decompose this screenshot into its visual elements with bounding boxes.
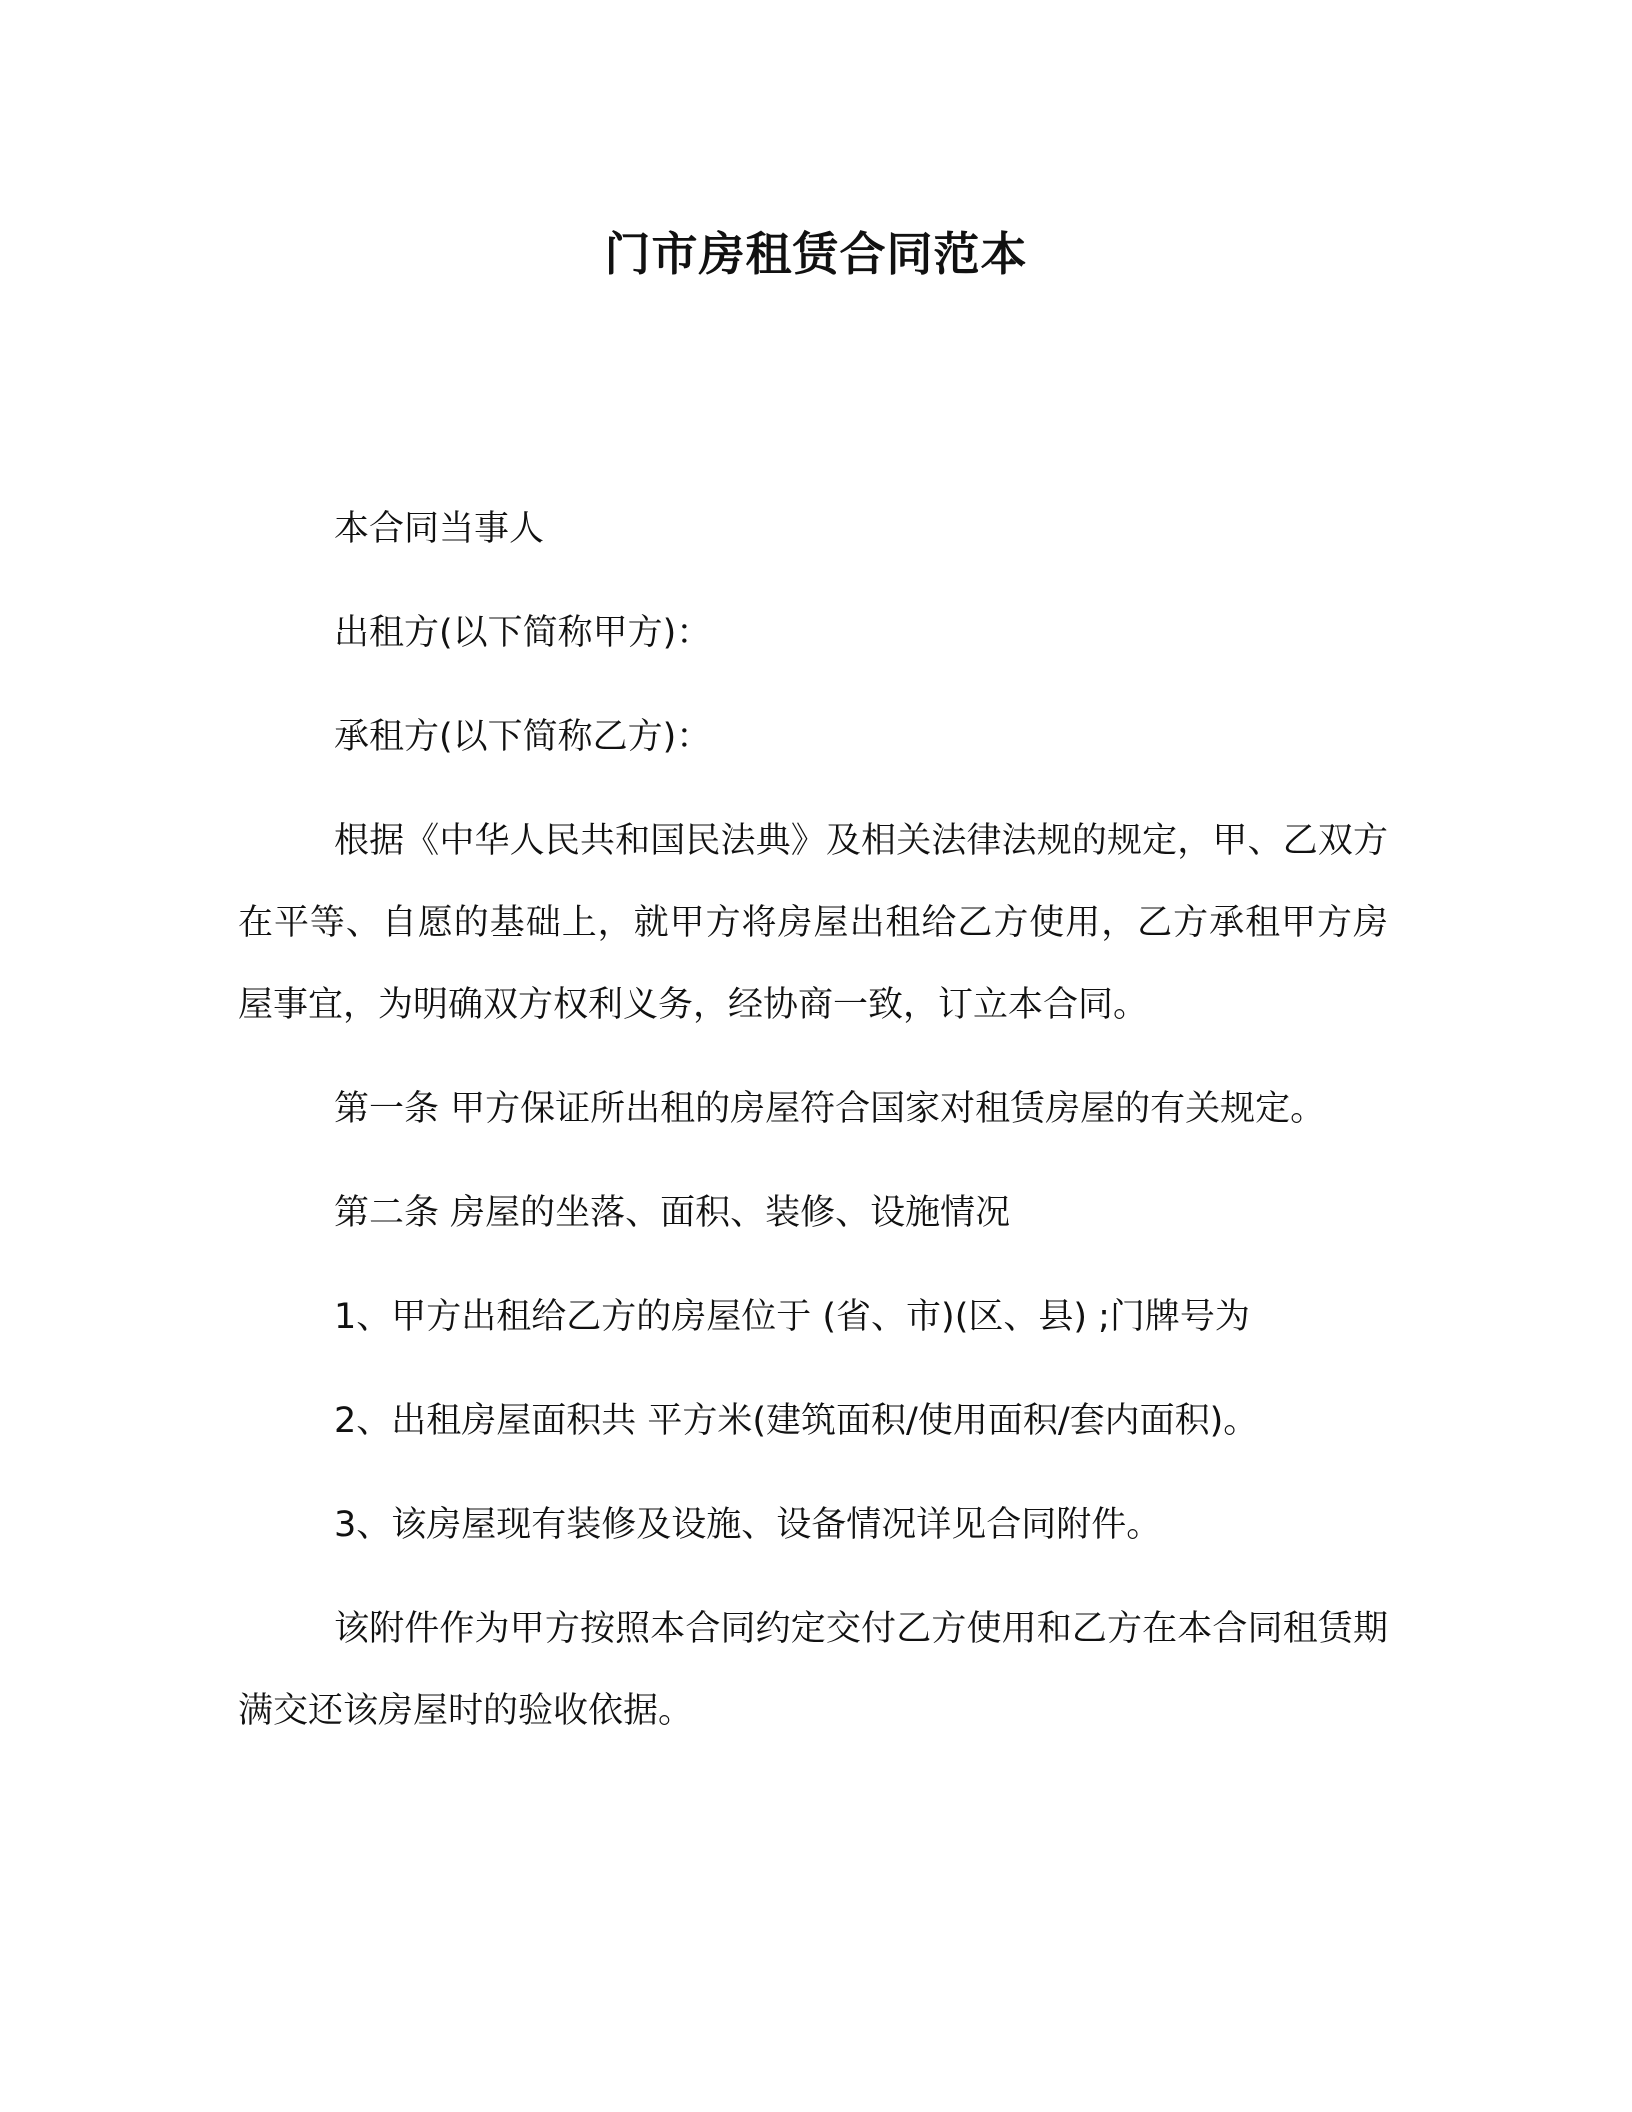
document-title: 门市房租赁合同范本 — [604, 227, 1028, 281]
paragraph-attachment-note: 该附件作为甲方按照本合同约定交付乙方使用和乙方在本合同租赁期满交还该房屋时的验收依据。 — [238, 1609, 1388, 1731]
paragraph-item-3: 3、该房屋现有装修及设施、设备情况详见合同附件。 — [334, 1505, 1162, 1545]
paragraph-parties-heading: 本合同当事人 — [334, 509, 545, 549]
document-body — [238, 488, 1388, 1774]
paragraph-lessee: 承租方(以下简称乙方)： — [334, 717, 712, 757]
paragraph-item-2: 2、出租房屋面积共 平方米(建筑面积/使用面积/套内面积)。 — [334, 1401, 1259, 1441]
paragraph-lessor: 出租方(以下简称甲方)： — [334, 613, 712, 653]
paragraph-article-2: 第二条 房屋的坐落、面积、装修、设施情况 — [334, 1193, 1011, 1233]
paragraph-item-1: 1、甲方出租给乙方的房屋位于 (省、市)(区、县) ;门牌号为 — [334, 1297, 1250, 1337]
paragraph-preamble: 根据《中华人民共和国民法典》及相关法律法规的规定，甲、乙双方在平等、自愿的基础上，就甲方将房屋出租给乙方使用，乙方承租甲方房屋事宜，为明确双方权利义务，经协商一致，订立本合同。 — [238, 821, 1388, 1025]
paragraph-article-1: 第一条 甲方保证所出租的房屋符合国家对租赁房屋的有关规定。 — [334, 1089, 1326, 1129]
